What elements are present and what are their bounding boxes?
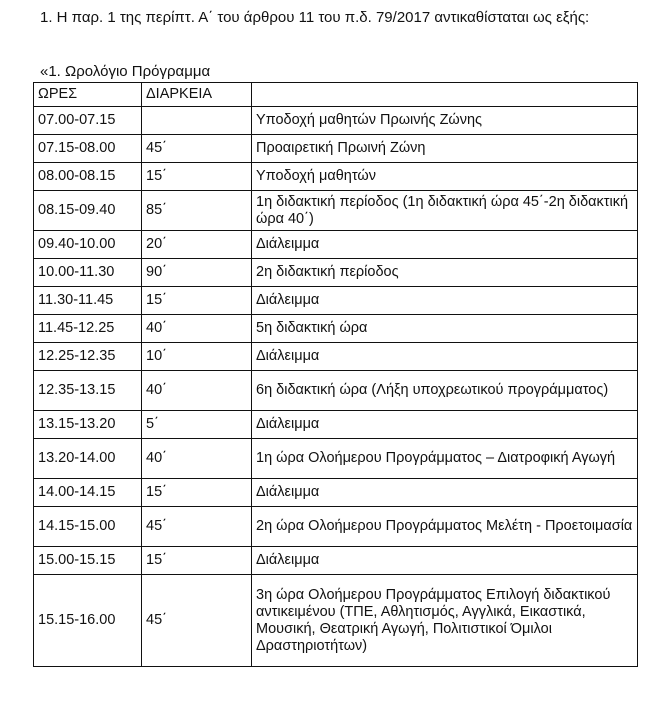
table-row [34,547,638,575]
time-cell: 11.30-11.45 [34,287,142,315]
duration-cell: 10΄ [142,343,252,371]
time-cell: 14.00-14.15 [34,479,142,507]
time-cell: 13.15-13.20 [34,411,142,439]
duration-cell: 5΄ [142,411,252,439]
table-row [34,507,638,547]
activity-cell: 5η διδακτική ώρα [252,315,638,343]
duration-cell: 40΄ [142,439,252,479]
time-cell: 15.15-16.00 [34,575,142,667]
table-row [34,287,638,315]
duration-cell: 15΄ [142,163,252,191]
table-row [34,315,638,343]
duration-cell: 40΄ [142,315,252,343]
time-cell: 12.25-12.35 [34,343,142,371]
header-duration: ΔΙΑΡΚΕΙΑ [142,83,252,107]
duration-cell: 15΄ [142,287,252,315]
time-cell: 07.15-08.00 [34,135,142,163]
duration-cell: 45΄ [142,135,252,163]
time-cell: 10.00-11.30 [34,259,142,287]
time-cell: 07.00-07.15 [34,107,142,135]
activity-cell: 3η ώρα Ολοήμερου Προγράμματος Επιλογή διδακτικού αντικειμένου (ΤΠΕ, Αθλητισμός, Αγγλικά, Εικαστικά, Μουσική, Θεατρική Αγωγή, Πολιτιστικοί Όμιλοι Δραστηριοτήτων) [252,575,638,667]
activity-cell: 1η ώρα Ολοήμερου Προγράμματος – Διατροφική Αγωγή [252,439,638,479]
activity-cell: 2η ώρα Ολοήμερου Προγράμματος Μελέτη - Προετοιμασία [252,507,638,547]
time-cell: 08.00-08.15 [34,163,142,191]
table-row [34,135,638,163]
activity-cell: 2η διδακτική περίοδος [252,259,638,287]
duration-cell: 15΄ [142,547,252,575]
activity-cell: Διάλειμμα [252,547,638,575]
table-row [34,163,638,191]
table-row [34,439,638,479]
table-header-row [34,83,638,107]
activity-cell: 1η διδακτική περίοδος (1η διδακτική ώρα 45΄-2η διδακτική ώρα 40΄) [252,191,638,231]
schedule-heading: «1. Ωρολόγιο Πρόγραμμα [40,63,211,80]
duration-cell [142,107,252,135]
table-row [34,231,638,259]
activity-cell: Διάλειμμα [252,287,638,315]
intro-paragraph: 1. Η παρ. 1 της περίπτ. Α΄ του άρθρου 11 του π.δ. 79/2017 αντικαθίσταται ως εξής: [40,9,590,26]
time-cell: 12.35-13.15 [34,371,142,411]
table-row [34,343,638,371]
table-row [34,191,638,231]
duration-cell: 45΄ [142,575,252,667]
activity-cell: Υποδοχή μαθητών Πρωινής Ζώνης [252,107,638,135]
table-row [34,479,638,507]
time-cell: 11.45-12.25 [34,315,142,343]
table-row [34,259,638,287]
duration-cell: 40΄ [142,371,252,411]
activity-cell: Διάλειμμα [252,231,638,259]
time-cell: 08.15-09.40 [34,191,142,231]
activity-cell: Διάλειμμα [252,479,638,507]
activity-cell: Διάλειμμα [252,411,638,439]
activity-cell: Διάλειμμα [252,343,638,371]
table-row [34,107,638,135]
table-row [34,411,638,439]
activity-cell: 6η διδακτική ώρα (Λήξη υποχρεωτικού προγράμματος) [252,371,638,411]
header-hours: ΩΡΕΣ [34,83,142,107]
header-activity [252,83,638,107]
duration-cell: 85΄ [142,191,252,231]
table-row [34,575,638,667]
duration-cell: 90΄ [142,259,252,287]
schedule-table [33,82,638,667]
activity-cell: Προαιρετική Πρωινή Ζώνη [252,135,638,163]
duration-cell: 45΄ [142,507,252,547]
time-cell: 15.00-15.15 [34,547,142,575]
time-cell: 09.40-10.00 [34,231,142,259]
table-row [34,371,638,411]
duration-cell: 20΄ [142,231,252,259]
duration-cell: 15΄ [142,479,252,507]
time-cell: 14.15-15.00 [34,507,142,547]
time-cell: 13.20-14.00 [34,439,142,479]
activity-cell: Υποδοχή μαθητών [252,163,638,191]
